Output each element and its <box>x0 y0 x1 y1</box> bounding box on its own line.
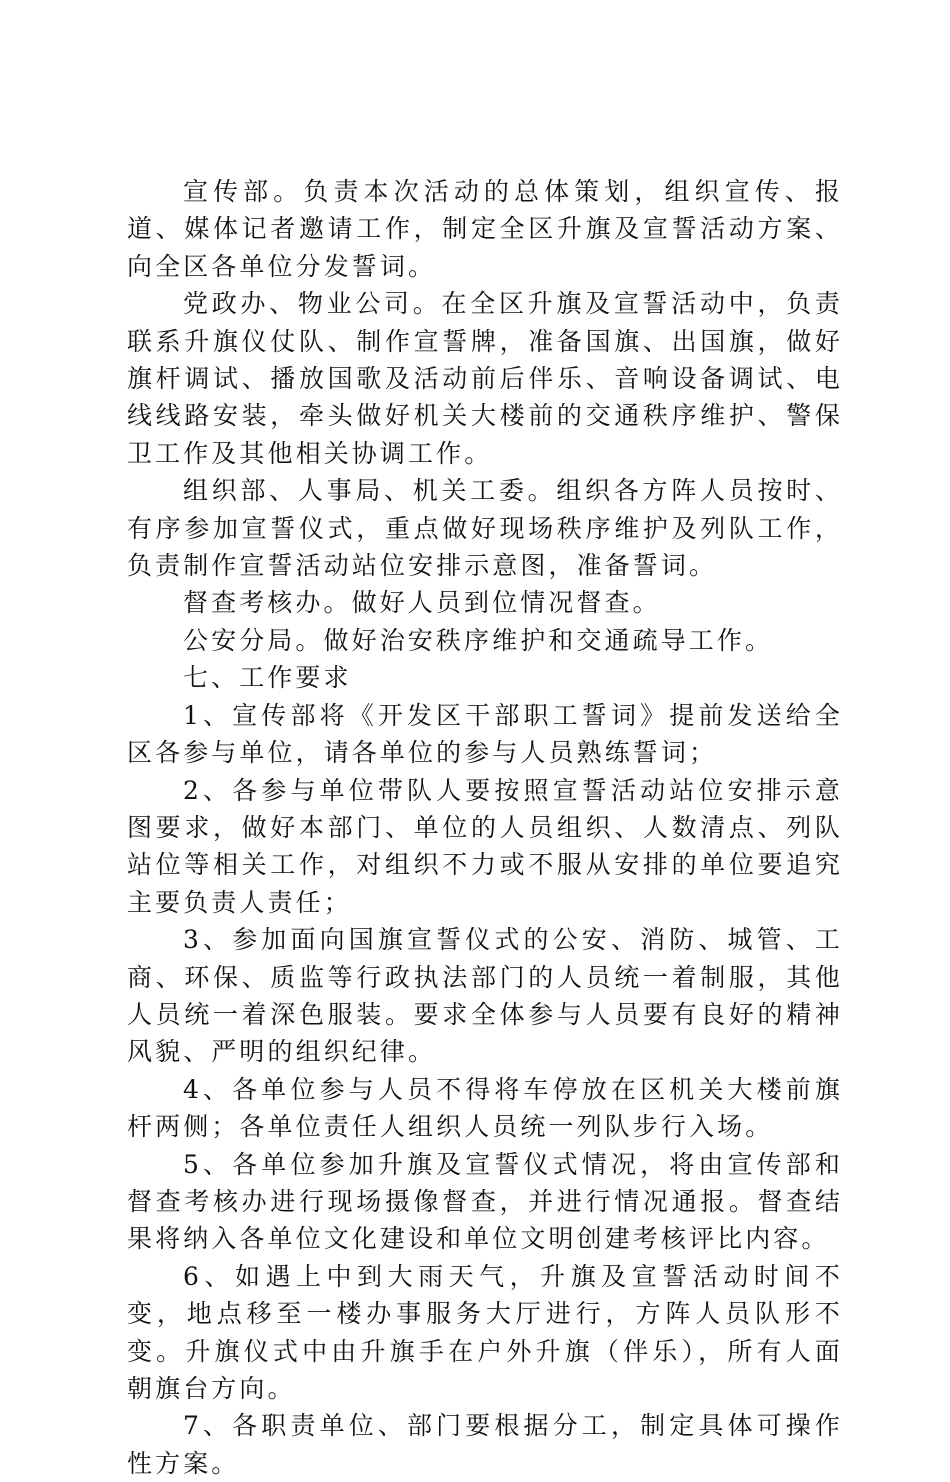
requirement-item-2: 2、各参与单位带队人要按照宣誓活动站位安排示意图要求，做好本部门、单位的人员组织、人数清点、列队站位等相关工作，对组织不力或不服从安排的单位要追究主要负责人责任； <box>127 775 843 917</box>
requirement-item-1: 1、宣传部将《开发区干部职工誓词》提前发送给全区各参与单位，请各单位的参与人员熟练誓词； <box>127 700 843 768</box>
document-body <box>127 173 843 1482</box>
requirement-item-5: 5、各单位参加升旗及宣誓仪式情况，将由宣传部和督查考核办进行现场摄像督查，并进行情况通报。督查结果将纳入各单位文化建设和单位文明创建考核评比内容。 <box>127 1149 843 1254</box>
section-heading-requirements: 七、工作要求 <box>183 663 352 693</box>
requirement-item-7: 7、各职责单位、部门要根据分工，制定具体可操作性方案。 <box>127 1411 843 1478</box>
paragraph-organization-dept: 组织部、人事局、机关工委。组织各方阵人员按时、有序参加宣誓仪式，重点做好现场秩序维护及列队工作，负责制作宣誓活动站位安排示意图，准备誓词。 <box>127 476 843 581</box>
requirement-item-4: 4、各单位参与人员不得将车停放在区机关大楼前旗杆两侧；各单位责任人组织人员统一列队步行入场。 <box>127 1074 843 1142</box>
requirement-item-6: 6、如遇上中到大雨天气，升旗及宣誓活动时间不变，地点移至一楼办事服务大厅进行，方阵人员队形不变。升旗仪式中由升旗手在户外升旗（伴乐），所有人面朝旗台方向。 <box>127 1261 843 1403</box>
paragraph-party-office: 党政办、物业公司。在全区升旗及宣誓活动中，负责联系升旗仪仗队、制作宣誓牌，准备国旗、出国旗，做好旗杆调试、播放国歌及活动前后伴乐、音响设备调试、电线线路安装，牵头做好机关大楼前的交通秩序维护、警保卫工作及其他相关协调工作。 <box>127 289 843 468</box>
paragraph-supervision-office: 督查考核办。做好人员到位情况督查。 <box>183 588 661 618</box>
paragraph-publicity-dept: 宣传部。负责本次活动的总体策划，组织宣传、报道、媒体记者邀请工作，制定全区升旗及宣誓活动方案、向全区各单位分发誓词。 <box>127 177 843 281</box>
paragraph-public-security: 公安分局。做好治安秩序维护和交通疏导工作。 <box>183 625 774 655</box>
requirement-item-3: 3、参加面向国旗宣誓仪式的公安、消防、城管、工商、环保、质监等行政执法部门的人员统一着制服，其他人员统一着深色服装。要求全体参与人员要有良好的精神风貌、严明的组织纪律。 <box>127 925 843 1067</box>
